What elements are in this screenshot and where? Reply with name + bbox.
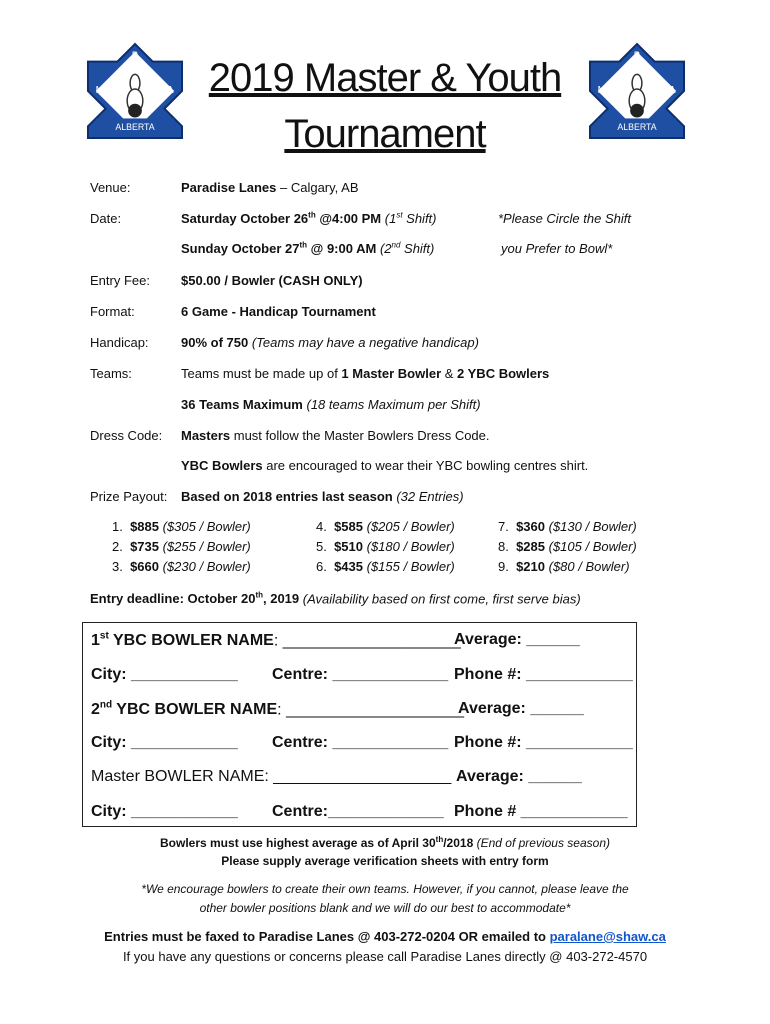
dress-code-label: Dress Code: xyxy=(90,428,163,443)
dress-code-masters: Masters must follow the Master Bowlers Dress Code. xyxy=(181,428,490,443)
prize-payout-label: Prize Payout: xyxy=(90,489,168,504)
svg-text:B: B xyxy=(633,50,641,62)
master-centre-field[interactable]: Centre:_____________ xyxy=(272,803,444,820)
prize-item-1: 1. $885 ($305 / Bowler) xyxy=(112,519,251,534)
entries-instructions: Entries must be faxed to Paradise Lanes @ 403-272-0204 OR emailed to paralane@shaw.ca xyxy=(104,929,666,944)
svg-text:B: B xyxy=(131,50,139,62)
teams-maximum: 36 Teams Maximum (18 teams Maximum per Shift) xyxy=(181,397,481,412)
master-city-field[interactable]: City: ____________ xyxy=(91,803,238,820)
date-saturday: Saturday October 26th @4:00 PM (1st Shift) xyxy=(181,211,437,227)
ybc1-centre-field[interactable]: Centre: _____________ xyxy=(272,666,449,683)
supply-note: Please supply average verification sheets with entry form xyxy=(221,854,549,868)
ybc2-phone-field[interactable]: Phone #: ____________ xyxy=(454,734,633,751)
entry-fee-value: $50.00 / Bowler (CASH ONLY) xyxy=(181,273,363,288)
shift-note-1: *Please Circle the Shift xyxy=(498,211,631,226)
venue-value: Paradise Lanes – Calgary, AB xyxy=(181,180,359,195)
date-sunday: Sunday October 27th @ 9:00 AM (2nd Shift) xyxy=(181,241,435,257)
venue-label: Venue: xyxy=(90,180,131,195)
ybc1-city-field[interactable]: City: ____________ xyxy=(91,666,238,683)
prize-item-3: 3. $660 ($230 / Bowler) xyxy=(112,559,251,574)
ybc1-name-field[interactable]: 1st YBC BOWLER NAME: ____________________ xyxy=(91,631,461,650)
svg-text:ALBERTA: ALBERTA xyxy=(617,122,657,133)
svg-text:A: A xyxy=(167,84,174,96)
ybc2-centre-field[interactable]: Centre: _____________ xyxy=(272,734,449,751)
prize-item-4: 4. $585 ($205 / Bowler) xyxy=(316,519,455,534)
entry-deadline: Entry deadline: October 20th, 2019 (Availability based on first come, first serve bias) xyxy=(90,591,581,607)
master-name-field[interactable]: Master BOWLER NAME: ____________________ xyxy=(91,768,452,785)
prize-item-9: 9. $210 ($80 / Bowler) xyxy=(498,559,630,574)
format-label: Format: xyxy=(90,304,135,319)
prize-item-5: 5. $510 ($180 / Bowler) xyxy=(316,539,455,554)
master-phone-field[interactable]: Phone # ____________ xyxy=(454,803,628,820)
master-average-field[interactable]: Average: ______ xyxy=(456,768,582,785)
teams-composition: Teams must be made up of 1 Master Bowler & 2 YBC Bowlers xyxy=(181,366,550,381)
ybc1-phone-field[interactable]: Phone #: ____________ xyxy=(454,666,633,683)
title-line-1: 2019 Master & Youth xyxy=(208,56,562,100)
title-line-2: Tournament xyxy=(284,112,486,156)
svg-text:M: M xyxy=(95,84,104,96)
svg-text:ALBERTA: ALBERTA xyxy=(115,122,155,133)
dress-code-ybc: YBC Bowlers are encouraged to wear their YBC bowling centres shirt. xyxy=(181,458,589,473)
svg-text:A: A xyxy=(669,84,676,96)
average-rule: Bowlers must use highest average as of April 30th/2018 (End of previous season) xyxy=(160,835,610,850)
teams-label: Teams: xyxy=(90,366,132,381)
entry-fee-label: Entry Fee: xyxy=(90,273,150,288)
ybc2-average-field[interactable]: Average: ______ xyxy=(458,700,584,717)
encourage-note-1: *We encourage bowlers to create their own teams. However, if you cannot, please leave the xyxy=(141,882,629,896)
handicap-value: 90% of 750 (Teams may have a negative handicap) xyxy=(181,335,479,350)
ybc2-name-field[interactable]: 2nd YBC BOWLER NAME: ____________________ xyxy=(91,700,465,719)
format-value: 6 Game - Handicap Tournament xyxy=(181,304,376,319)
prize-item-7: 7. $360 ($130 / Bowler) xyxy=(498,519,637,534)
svg-text:M: M xyxy=(597,84,606,96)
shift-note-2: you Prefer to Bowl* xyxy=(501,241,613,256)
prize-item-6: 6. $435 ($155 / Bowler) xyxy=(316,559,455,574)
encourage-note-2: other bowler positions blank and we will do our best to accommodate* xyxy=(199,901,571,915)
prize-item-8: 8. $285 ($105 / Bowler) xyxy=(498,539,637,554)
prize-item-2: 2. $735 ($255 / Bowler) xyxy=(112,539,251,554)
questions-contact: If you have any questions or concerns please call Paradise Lanes directly @ 403-272-4570 xyxy=(122,949,648,964)
ybc1-average-field[interactable]: Average: ______ xyxy=(454,631,580,648)
handicap-label: Handicap: xyxy=(90,335,149,350)
date-label: Date: xyxy=(90,211,122,226)
entry-form-box xyxy=(82,622,637,827)
ybc2-city-field[interactable]: City: ____________ xyxy=(91,734,238,751)
prize-basis: Based on 2018 entries last season (32 Entries) xyxy=(181,489,464,504)
email-link[interactable]: paralane@shaw.ca xyxy=(549,929,666,944)
